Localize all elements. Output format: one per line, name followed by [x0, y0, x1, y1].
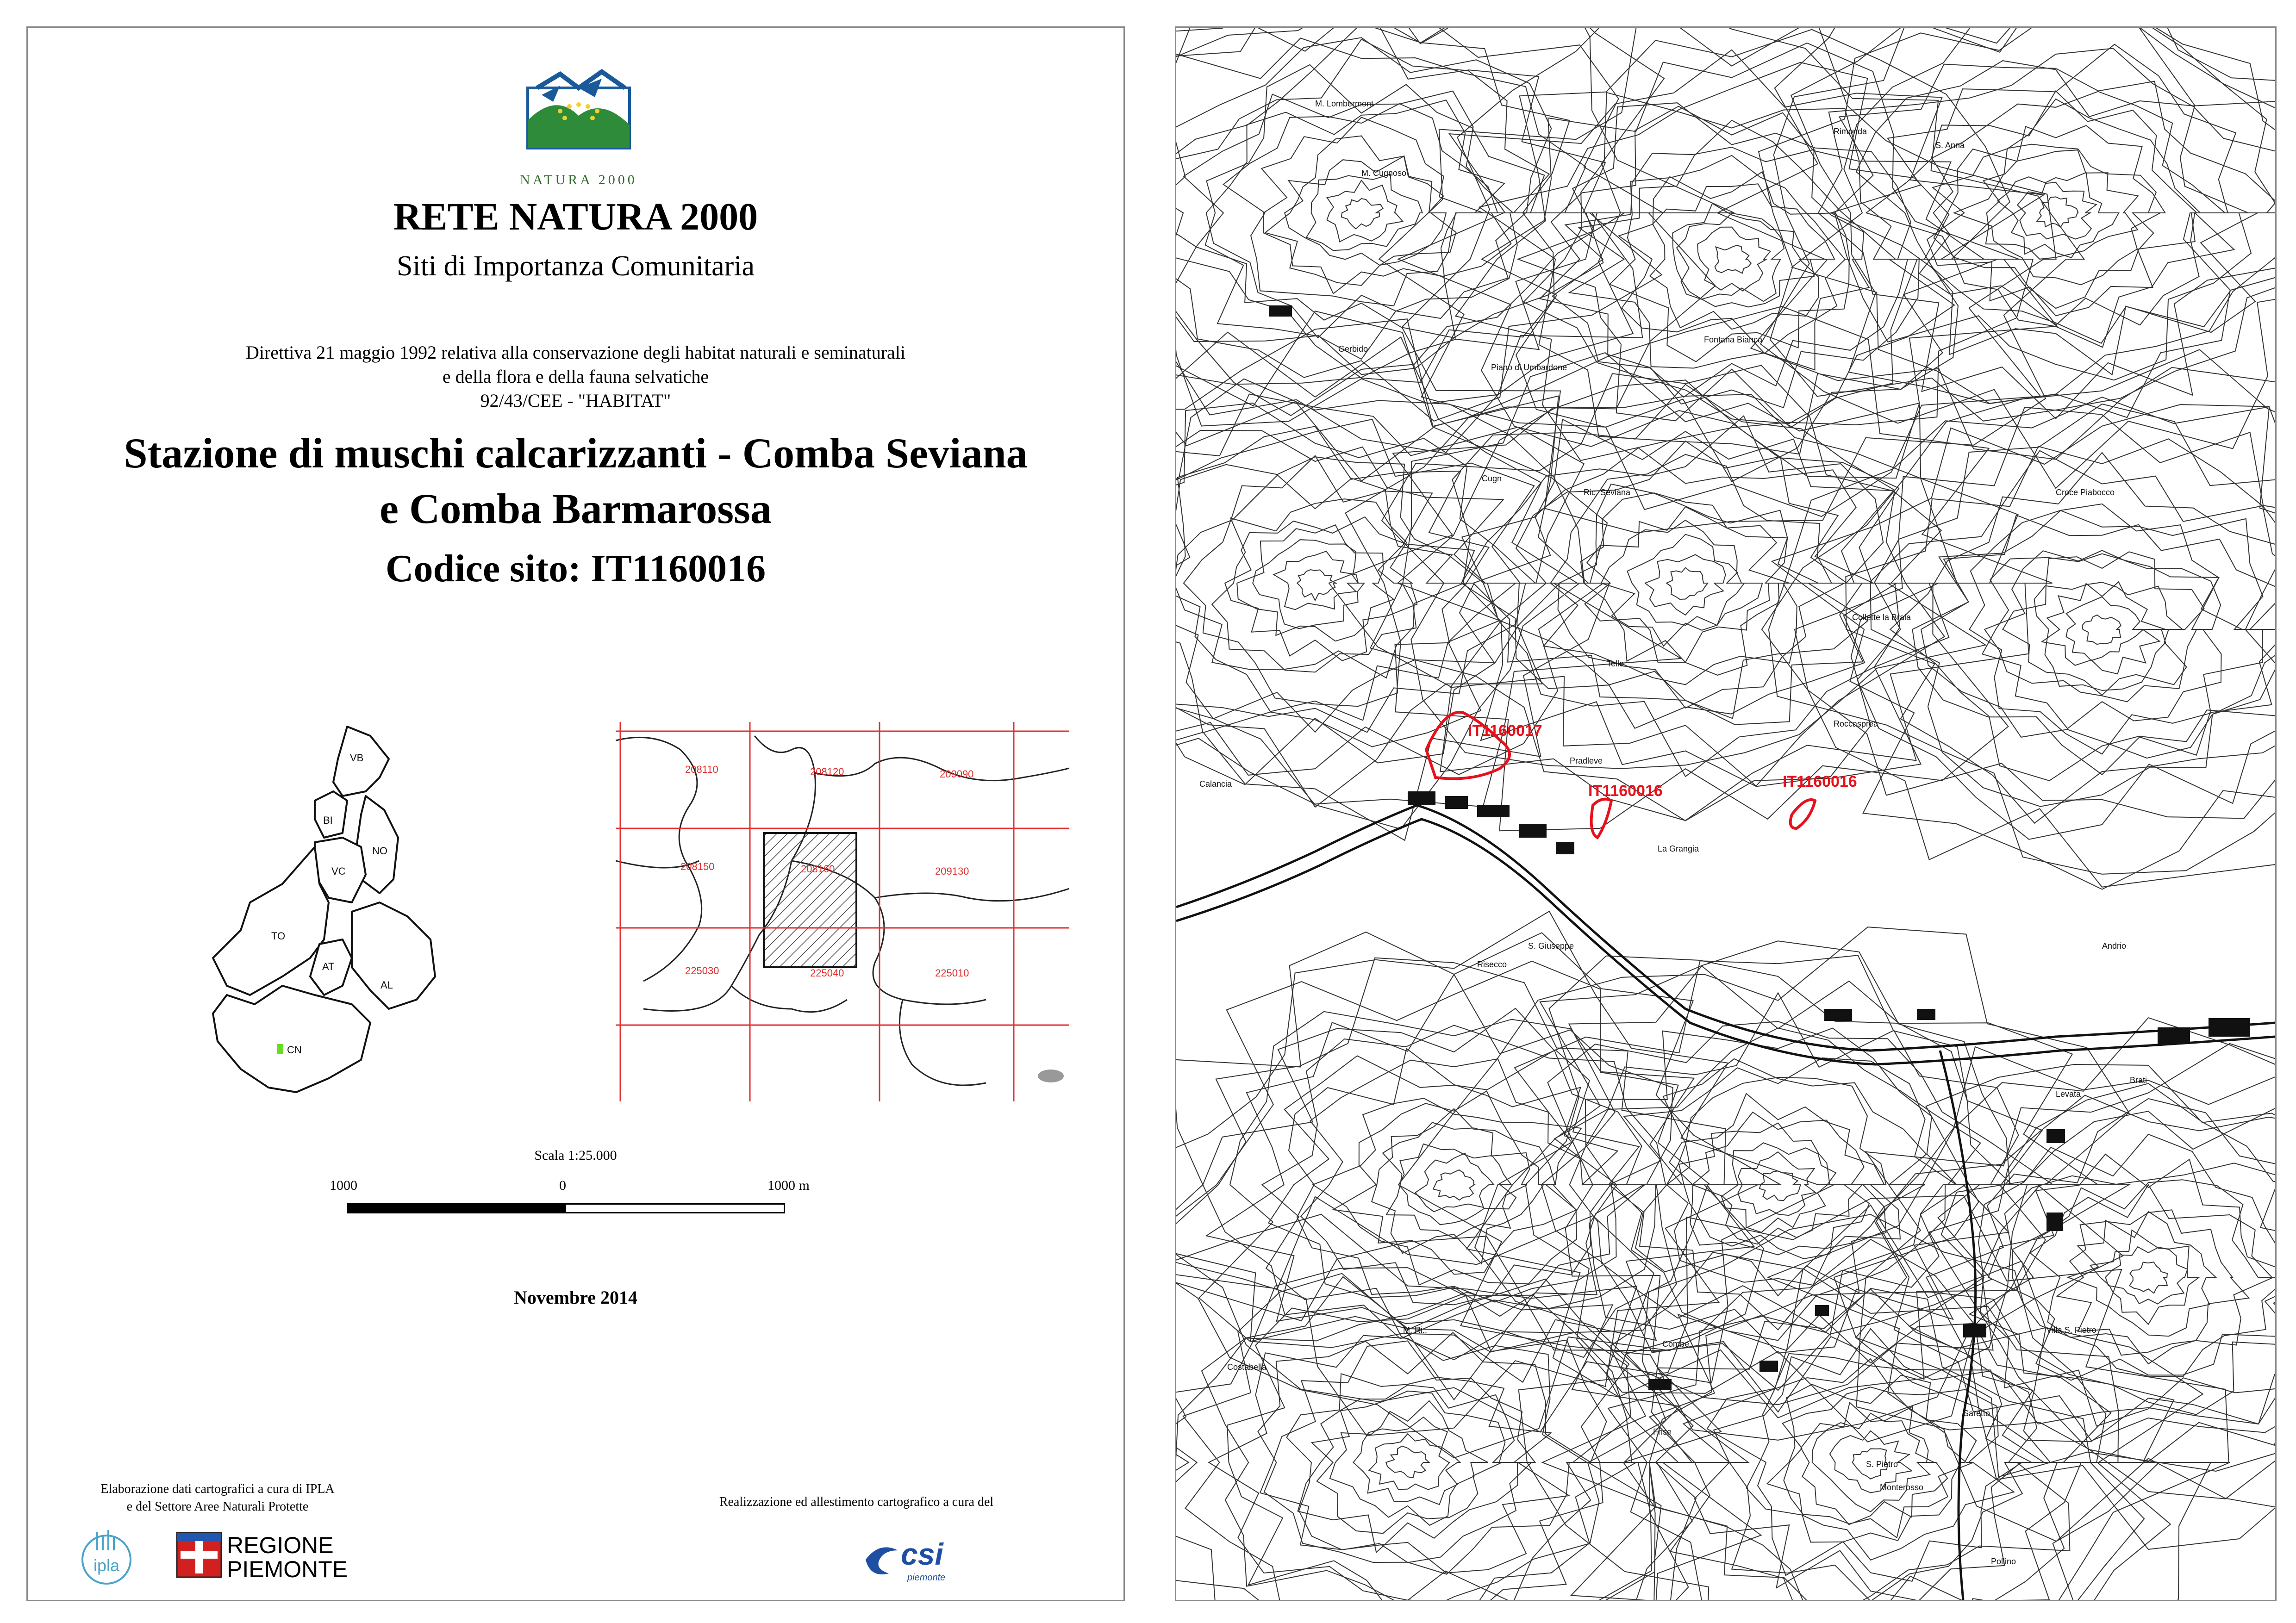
province-al [352, 902, 435, 1009]
contour-line [1697, 227, 1770, 291]
realization-credit: Realizzazione ed allestimento cartografico a cura del [719, 1495, 994, 1509]
contour-line [1176, 28, 1605, 384]
contour-line [1929, 1083, 2275, 1461]
contour-line [2042, 582, 2165, 674]
contour-line [1415, 1153, 1494, 1212]
place-label: S. Pietro [1866, 1460, 1898, 1469]
contour-line [1759, 1171, 1800, 1200]
site-label: IT1160016 [1588, 782, 1663, 800]
sheet-label: 209130 [935, 865, 969, 877]
contour-line [1715, 245, 1751, 273]
csi-subtext: piemonte [907, 1573, 946, 1583]
contour-line [1627, 535, 1744, 626]
contour-line [1650, 184, 1834, 329]
piemonte-text: PIEMONTE [227, 1556, 348, 1582]
contour-line [1970, 1163, 2275, 1414]
contour-line [1834, 64, 2275, 380]
valley-road [1176, 805, 2275, 1600]
csi-swirl-icon [861, 1541, 903, 1578]
natura2000-logo [509, 60, 648, 194]
contour-line [1984, 550, 2221, 702]
place-label: Rimonda [1834, 127, 1867, 136]
contour-line [1767, 1375, 1976, 1542]
place-label: Pollino [1991, 1557, 2016, 1566]
contour-line [1176, 958, 1754, 1382]
contour-line [1274, 551, 1359, 609]
contour-line [1298, 1385, 1518, 1553]
place-label: Villa S. Pietro [2046, 1325, 2096, 1335]
directive-line-1: Direttiva 21 maggio 1992 relativa alla conservazione degli habitat naturali e seminaturali [245, 342, 906, 363]
contour-line [1909, 1108, 2275, 1442]
topo-map-svg [1176, 28, 2275, 1600]
contour-line [1287, 1374, 1551, 1562]
sheet-label: 225040 [810, 967, 844, 979]
site-name-line-2: e Comba Barmarossa [380, 485, 772, 532]
contour-line [1759, 28, 2275, 421]
sheet-label: 225010 [935, 967, 969, 979]
label-vb: VB [350, 752, 364, 764]
place-label: Brati [2130, 1076, 2147, 1085]
place-label: Fontana Bianca [1704, 335, 1763, 344]
cloud-shape [1038, 1070, 1064, 1082]
contour-line [1176, 319, 1681, 807]
label-no: NO [372, 845, 387, 857]
contour-line [1558, 484, 1819, 685]
site-label: IT1160017 [1468, 722, 1542, 740]
label-to: TO [271, 930, 286, 942]
scale-bar [347, 1203, 785, 1213]
place-label: S. Anna [1935, 141, 1965, 150]
contour-line [1609, 1058, 1956, 1330]
contour-line [1372, 1109, 1555, 1264]
contour-line [1684, 1315, 2044, 1600]
scale-middle-value: 0 [559, 1178, 566, 1193]
topographic-map [1175, 26, 2277, 1601]
place-label: Roccasprea [1834, 719, 1878, 728]
csi-piemonte-logo [861, 1536, 981, 1587]
contour-line [1265, 136, 1456, 286]
place-label: M. Lombermont [1315, 99, 1374, 108]
contour-line [1722, 1143, 1836, 1232]
place-label: Saretto [1963, 1409, 1990, 1418]
place-label: Levata [2056, 1089, 2081, 1099]
place-label: Cugn [1482, 474, 1502, 483]
sheet-label: 208160 [801, 863, 835, 875]
contour-line [1455, 30, 2033, 460]
contour-line [1518, 103, 1917, 428]
page-title: RETE NATURA 2000 [393, 195, 758, 238]
place-label: Risecco [1477, 960, 1507, 969]
place-label: M. Cugnoso [1361, 168, 1407, 178]
contour-line [1306, 174, 1423, 251]
contour-line [1354, 1417, 1460, 1505]
contour-line [2034, 582, 2183, 690]
contour-line [1225, 517, 1417, 661]
contour-line [1237, 525, 1393, 641]
csi-text: csi [901, 1537, 943, 1571]
credits-line-1: Elaborazione dati cartografici a cura di IPLA [100, 1482, 335, 1496]
title-panel [26, 26, 1125, 1601]
contour-line [1645, 554, 1726, 615]
settlements [1269, 305, 2250, 1390]
place-label: Combe [1662, 1339, 1690, 1349]
contour-line [1982, 554, 2221, 729]
contour-line [1289, 1049, 1618, 1302]
contour-line [1666, 568, 1708, 599]
contour-line [2012, 1180, 2275, 1377]
ipla-text: ipla [93, 1556, 120, 1575]
contour-line [1791, 28, 2275, 417]
contour-line [1635, 1059, 1926, 1296]
label-cn: CN [287, 1044, 302, 1056]
contour-line [1585, 507, 1790, 662]
site-sheet-highlight [764, 833, 856, 967]
sheet-index-map [616, 722, 1069, 1101]
scale-right-value: 1000 m [767, 1178, 810, 1193]
place-label: Croce Piabocco [2056, 488, 2115, 497]
place-label: S. Giuseppe [1528, 941, 1574, 951]
contour-line [1626, 1239, 2144, 1600]
label-bi: BI [323, 815, 333, 826]
contour-line [1921, 515, 2275, 758]
ipla-logo [79, 1527, 134, 1587]
contour-line [2082, 615, 2121, 644]
contour-line [1205, 65, 1545, 359]
contour-line [1649, 1288, 2090, 1600]
map-date: Novembre 2014 [514, 1287, 637, 1308]
label-vc: VC [331, 865, 346, 877]
scale-left-value: 1000 [330, 1178, 357, 1193]
credits-line-2: e del Settore Aree Naturali Protette [126, 1499, 309, 1514]
contour-line [1183, 1274, 1629, 1600]
site-it1160016-polygon [1591, 799, 1611, 838]
contour-line [1581, 493, 1787, 675]
place-label: Calancia [1199, 779, 1232, 789]
contour-line [1253, 540, 1364, 628]
contour-line [1433, 1170, 1474, 1200]
regione-piemonte-logo [176, 1532, 370, 1583]
place-label: Monterosso [1880, 1483, 1924, 1492]
place-label: Ric. Seviana [1584, 488, 1631, 497]
site-code: Codice sito: IT1160016 [385, 547, 766, 590]
contour-line [2017, 182, 2096, 239]
label-al: AL [381, 979, 393, 991]
contour-line [1176, 426, 1494, 732]
directive-line-2: e della flora e della fauna selvatiche [442, 366, 709, 387]
place-label: Piano di Umbardone [1491, 363, 1567, 372]
logo-text: NATURA 2000 [520, 172, 637, 187]
contour-line [1669, 1094, 1884, 1255]
contour-line [1857, 404, 2275, 839]
place-label: Pradleve [1570, 756, 1603, 765]
sheet-label: 208120 [810, 766, 844, 777]
contour-line [1667, 1077, 1900, 1285]
directive-line-3: 92/43/CEE - "HABITAT" [480, 390, 671, 411]
place-label: La Grangia [1658, 844, 1699, 853]
contour-line [1370, 353, 1957, 821]
contour-line [1386, 1446, 1429, 1478]
province-cn [213, 986, 370, 1092]
contour-line [2105, 1247, 2187, 1304]
sheet-label: 225030 [685, 965, 719, 976]
contour-line [1369, 1434, 1450, 1490]
contour-line [2129, 1262, 2167, 1293]
label-at: AT [322, 961, 335, 972]
page-subtitle: Siti di Importanza Comunitaria [396, 250, 755, 282]
contour-line [1209, 1336, 1591, 1600]
contour-line [1769, 397, 2275, 874]
contour-line [1176, 394, 1603, 775]
site-location-marker [277, 1044, 283, 1054]
sheet-label: 208150 [680, 861, 715, 872]
place-label: Collette la Braia [1852, 613, 1911, 622]
contour-line [2003, 552, 2204, 695]
contour-line [1479, 62, 1998, 454]
contour-line [2066, 597, 2144, 661]
place-label: Telle [1607, 659, 1624, 668]
place-label: Costabella [1227, 1362, 1267, 1372]
contour-line [1672, 204, 1814, 307]
contour-line [1333, 1091, 1577, 1275]
scale-bar-black-segment [349, 1205, 566, 1212]
contour-line [1176, 1292, 1680, 1600]
site-it1160016-polygon [1791, 800, 1815, 828]
contour-line [1692, 1123, 1862, 1244]
contour-line [1176, 475, 1464, 678]
contour-line [1176, 332, 1579, 829]
place-label: Gerbido [1338, 344, 1368, 354]
ipla-logo-icon [79, 1527, 134, 1587]
piemonte-crest-icon [176, 1532, 222, 1578]
sheet-label: 208110 [685, 764, 718, 775]
contour-line [1677, 213, 1784, 302]
place-label: M. Ri.. [1403, 1325, 1427, 1335]
contour-line [1176, 1197, 1761, 1600]
place-label: Andrio [2102, 941, 2127, 951]
region-locator-map [176, 708, 509, 1115]
sheet-label: 209090 [940, 768, 974, 780]
place-label: Frise [1653, 1427, 1672, 1436]
contour-line [1919, 91, 2199, 325]
regione-text: REGIONE [227, 1532, 334, 1558]
site-label: IT1160016 [1783, 773, 1857, 790]
contour-line [1341, 199, 1383, 229]
contour-line [1184, 456, 1474, 707]
site-name-line-1: Stazione di muschi calcarizzanti - Comba Seviana [124, 429, 1028, 477]
scale-label: Scala 1:25.000 [534, 1148, 617, 1163]
contour-line [2030, 1185, 2274, 1364]
